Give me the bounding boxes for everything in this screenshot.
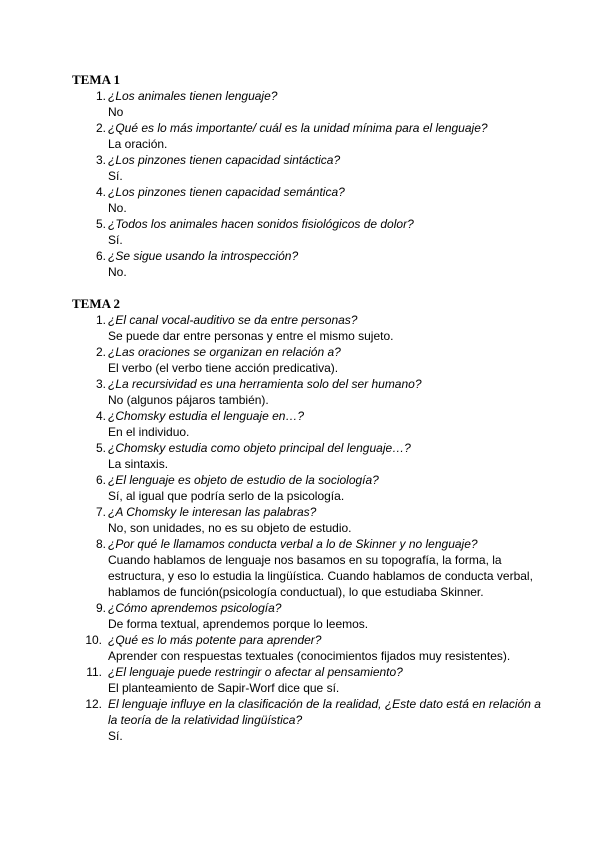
item-number: 12.	[85, 697, 102, 711]
question-text: ¿Las oraciones se organizan en relación a?	[108, 345, 341, 359]
section-tema-1	[72, 72, 542, 280]
answer-text: No.	[108, 201, 127, 215]
list-item	[72, 184, 542, 216]
item-number: 4.	[95, 185, 106, 199]
question-text: ¿Chomsky estudia el lenguaje en…?	[108, 409, 305, 423]
answer-text: De forma textual, aprendemos porque lo leemos.	[108, 617, 369, 631]
answer-text: No	[108, 105, 124, 119]
item-number: 6.	[95, 473, 106, 487]
item-number: 6.	[95, 249, 106, 263]
question-text: ¿Todos los animales hacen sonidos fisiológicos de dolor?	[108, 217, 414, 231]
answer-text: No.	[108, 265, 127, 279]
question-text: ¿A Chomsky le interesan las palabras?	[108, 505, 317, 519]
item-number: 3.	[95, 377, 106, 391]
item-number: 4.	[95, 409, 106, 423]
list-item	[72, 696, 542, 744]
list-item	[72, 216, 542, 248]
question-text: ¿Qué es lo más importante/ cuál es la unidad mínima para el lenguaje?	[108, 121, 488, 135]
list-item	[72, 408, 542, 440]
list-item	[72, 312, 542, 344]
list-item	[72, 472, 542, 504]
list-item	[72, 376, 542, 408]
answer-text: El verbo (el verbo tiene acción predicativa).	[108, 361, 339, 375]
item-number: 1.	[95, 89, 106, 103]
question-list	[72, 88, 542, 280]
answer-text: Se puede dar entre personas y entre el mismo sujeto.	[108, 329, 394, 343]
item-number: 2.	[95, 345, 106, 359]
question-text: ¿El lenguaje puede restringir o afectar al pensamiento?	[108, 665, 403, 679]
item-number: 1.	[95, 313, 106, 327]
answer-text: Cuando hablamos de lenguaje nos basamos en su topografía, la forma, la estructura, y eso lo estudia la lingüística. Cuando hablamos de conducta verbal, hablamos de función(psicología conductual), lo que estudiaba Skinner.	[108, 553, 533, 599]
answer-text: Sí.	[108, 729, 123, 743]
list-item	[72, 440, 542, 472]
answer-text: El planteamiento de Sapir-Worf dice que sí.	[108, 681, 340, 695]
question-text: ¿Los pinzones tienen capacidad semántica?	[108, 185, 345, 199]
answer-text: Sí, al igual que podría serlo de la psicología.	[108, 489, 345, 503]
list-item	[72, 152, 542, 184]
answer-text: No, son unidades, no es su objeto de estudio.	[108, 521, 352, 535]
answer-text: La sintaxis.	[108, 457, 169, 471]
question-text: ¿El canal vocal-auditivo se da entre personas?	[108, 313, 358, 327]
question-text: ¿Los pinzones tienen capacidad sintáctica?	[108, 153, 341, 167]
section-heading: TEMA 1	[72, 72, 121, 87]
section-heading: TEMA 2	[72, 296, 121, 311]
list-item	[72, 632, 542, 664]
list-item	[72, 536, 542, 600]
list-item	[72, 664, 542, 696]
item-number: 2.	[95, 121, 106, 135]
answer-text: No (algunos pájaros también).	[108, 393, 269, 407]
item-number: 5.	[95, 217, 106, 231]
question-list	[72, 312, 542, 744]
answer-text: En el individuo.	[108, 425, 190, 439]
answer-text: Sí.	[108, 233, 123, 247]
answer-text: Sí.	[108, 169, 123, 183]
question-text: ¿La recursividad es una herramienta solo del ser humano?	[108, 377, 422, 391]
question-text: ¿Chomsky estudia como objeto principal del lenguaje…?	[108, 441, 411, 455]
list-item	[72, 600, 542, 632]
item-number: 10.	[85, 633, 102, 647]
item-number: 8.	[95, 537, 106, 551]
list-item	[72, 504, 542, 536]
item-number: 9.	[95, 601, 106, 615]
list-item	[72, 344, 542, 376]
question-text: ¿Cómo aprendemos psicología?	[108, 601, 282, 615]
list-item	[72, 120, 542, 152]
list-item	[72, 248, 542, 280]
answer-text: Aprender con respuestas textuales (conocimientos fijados muy resistentes).	[108, 649, 511, 663]
question-text: ¿Los animales tienen lenguaje?	[108, 89, 278, 103]
item-number: 7.	[95, 505, 106, 519]
item-number: 11.	[86, 665, 102, 679]
section-tema-2	[72, 296, 542, 744]
question-text: ¿Qué es lo más potente para aprender?	[108, 633, 322, 647]
list-item	[72, 88, 542, 120]
question-text: ¿Por qué le llamamos conducta verbal a lo de Skinner y no lenguaje?	[108, 537, 478, 551]
item-number: 5.	[95, 441, 106, 455]
question-text: ¿Se sigue usando la introspección?	[108, 249, 299, 263]
question-text: El lenguaje influye en la clasificación de la realidad, ¿Este dato está en relación a la teoría de la relatividad lingüística?	[108, 697, 541, 727]
answer-text: La oración.	[108, 137, 168, 151]
item-number: 3.	[95, 153, 106, 167]
question-text: ¿El lenguaje es objeto de estudio de la sociología?	[108, 473, 379, 487]
